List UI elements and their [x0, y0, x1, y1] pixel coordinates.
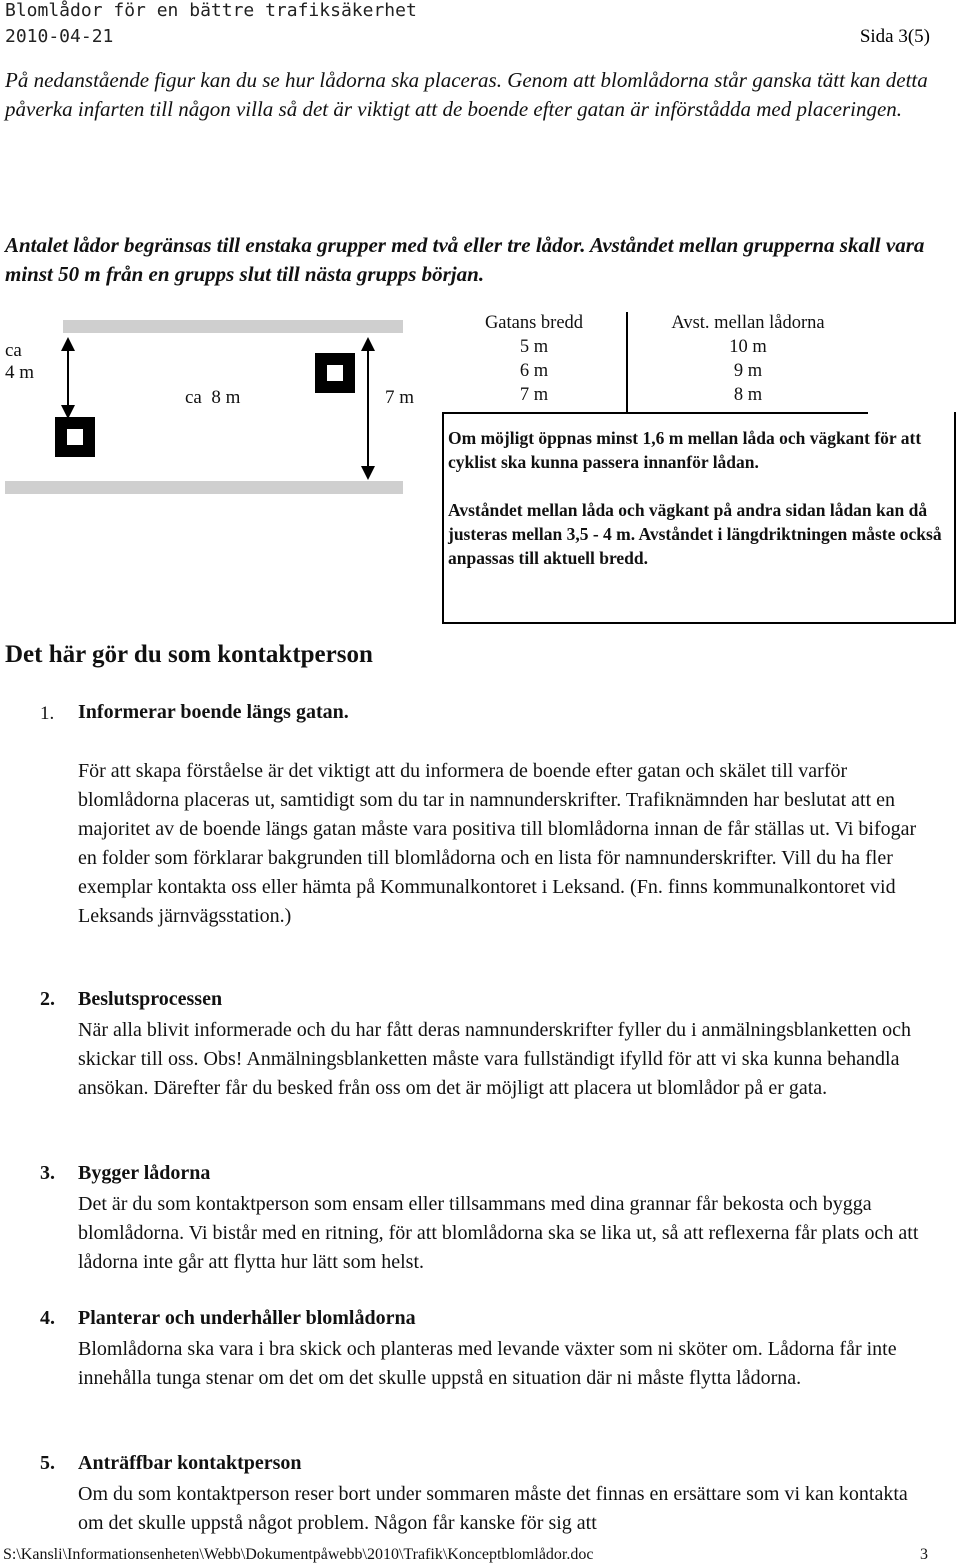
table-header-distance: Avst. mellan lådorna — [671, 313, 825, 333]
item-number: 2. — [40, 988, 55, 1010]
notes-box — [442, 412, 956, 624]
item-title-build: Bygger lådorna — [78, 1162, 211, 1184]
item-title-plant: Planterar och underhåller blomlådorna — [78, 1307, 416, 1329]
note-distance-adjustment: Avståndet mellan låda och vägkant på andra sidan lådan kan då justeras mellan 3,5 - 4 m. Avståndet i längdriktningen måste också anpassas till aktuell bredd. — [448, 500, 942, 568]
label-7m: 7 m — [385, 387, 415, 408]
item-number: 5. — [40, 1452, 55, 1474]
page-label: Sida 3(5) — [859, 26, 930, 47]
item-number: 3. — [40, 1162, 55, 1184]
table-header-width: Gatans bredd — [484, 313, 584, 333]
item-number: 1. — [40, 703, 55, 724]
item-title-contact: Anträffbar kontaktperson — [78, 1452, 302, 1474]
section-heading: Det här gör du som kontaktperson — [5, 641, 373, 668]
item-title-inform: Informerar boende längs gatan. — [78, 701, 349, 723]
label-4m: 4 m — [5, 362, 35, 383]
footer-path: S:\Kansli\Informationsenheten\Webb\Dokumentpåwebb\2010\Trafik\Konceptblomlådor.doc — [3, 1546, 594, 1563]
document-title: Blomlådor för en bättre trafiksäkerhet — [5, 0, 417, 21]
item-number: 4. — [40, 1307, 55, 1329]
table-cell: 8 m — [733, 385, 763, 405]
table-cell: 10 m — [729, 337, 767, 357]
item-text-build: Det är du som kontaktperson som ensam eller tillsammans med dina grannar får bekosta och bygga blomlådorna. Vi bistår med en ritning, för att blomlådorna ska se lika ut, så att reflexerna får plats och att lådorna inte går att flytta hur lätt som helst. — [78, 1193, 919, 1273]
label-ca-8m: ca 8 m — [185, 387, 241, 408]
document-date: 2010-04-21 — [5, 26, 114, 47]
item-title-decision: Beslutsprocessen — [78, 988, 223, 1010]
footer-page-number: 3 — [920, 1546, 928, 1563]
note-bike-clearance: Om möjligt öppnas minst 1,6 m mellan låda och vägkant för att cyklist ska kunna passera innanför lådan. — [448, 428, 922, 472]
item-text-decision: När alla blivit informerade och du har fått deras namnunderskrifter fyller du i anmälningsblanketten och skickar till oss. Obs! Anmälningsblanketten måste vara fullständigt ifylld för att vi ska kunna behandla ansökan. Därefter får du besked från oss om det är möjligt att placera ut blomlådor på er gata. — [78, 1019, 912, 1099]
intro-rule-paragraph: Antalet lådor begränsas till enstaka grupper med två eller tre lådor. Avståndet mellan grupperna skall vara minst 50 m från en grupps slut till nästa grupps början. — [5, 233, 925, 286]
table-cell: 5 m — [519, 337, 549, 357]
placement-figure — [0, 305, 440, 505]
item-text-contact: Om du som kontaktperson reser bort under sommaren måste det finnas en ersättare som vi kan kontakta om det skulle uppstå något problem. Någon får kanske för sig att — [78, 1483, 908, 1534]
flower-box-2 — [315, 353, 355, 393]
table-cell: 6 m — [519, 361, 549, 381]
label-ca: ca — [5, 340, 22, 361]
table-cell: 9 m — [733, 361, 763, 381]
item-text-plant: Blomlådorna ska vara i bra skick och planteras med levande växter som ni sköter om. Lådorna får inte innehålla tunga stenar om det om det skulle uppstå en situation där ni måste flytta lådorna. — [78, 1338, 897, 1389]
flower-box-1 — [55, 417, 95, 457]
distance-table — [442, 310, 868, 414]
item-text-inform: För att skapa förståelse är det viktigt att du informera de boende efter gatan och skälet till varför blomlådorna placeras ut, samtidigt som du tar in namnunderskrifter. Trafiknämnden har beslutat att en majoritet av de boende längs gatan måste vara positiva till blomlådorna innan de får ställas ut. Vi bifogar en folder som förklarar bakgrunden till blomlådorna och en lista för namnunderskrifter. Vill du ha fler exemplar kontakta oss eller hämta på Kommunalkontoret i Leksand. (Fn. finns kommunalkontoret vid Leksands järnvägsstation.) — [78, 760, 917, 927]
table-cell: 7 m — [519, 385, 549, 405]
intro-paragraph: På nedanstående figur kan du se hur lådorna ska placeras. Genom att blomlådorna står ganska tätt kan detta påverka infarten till någon villa så det är viktigt att de boende efter gatan är införstådda med placeringen. — [5, 68, 928, 121]
